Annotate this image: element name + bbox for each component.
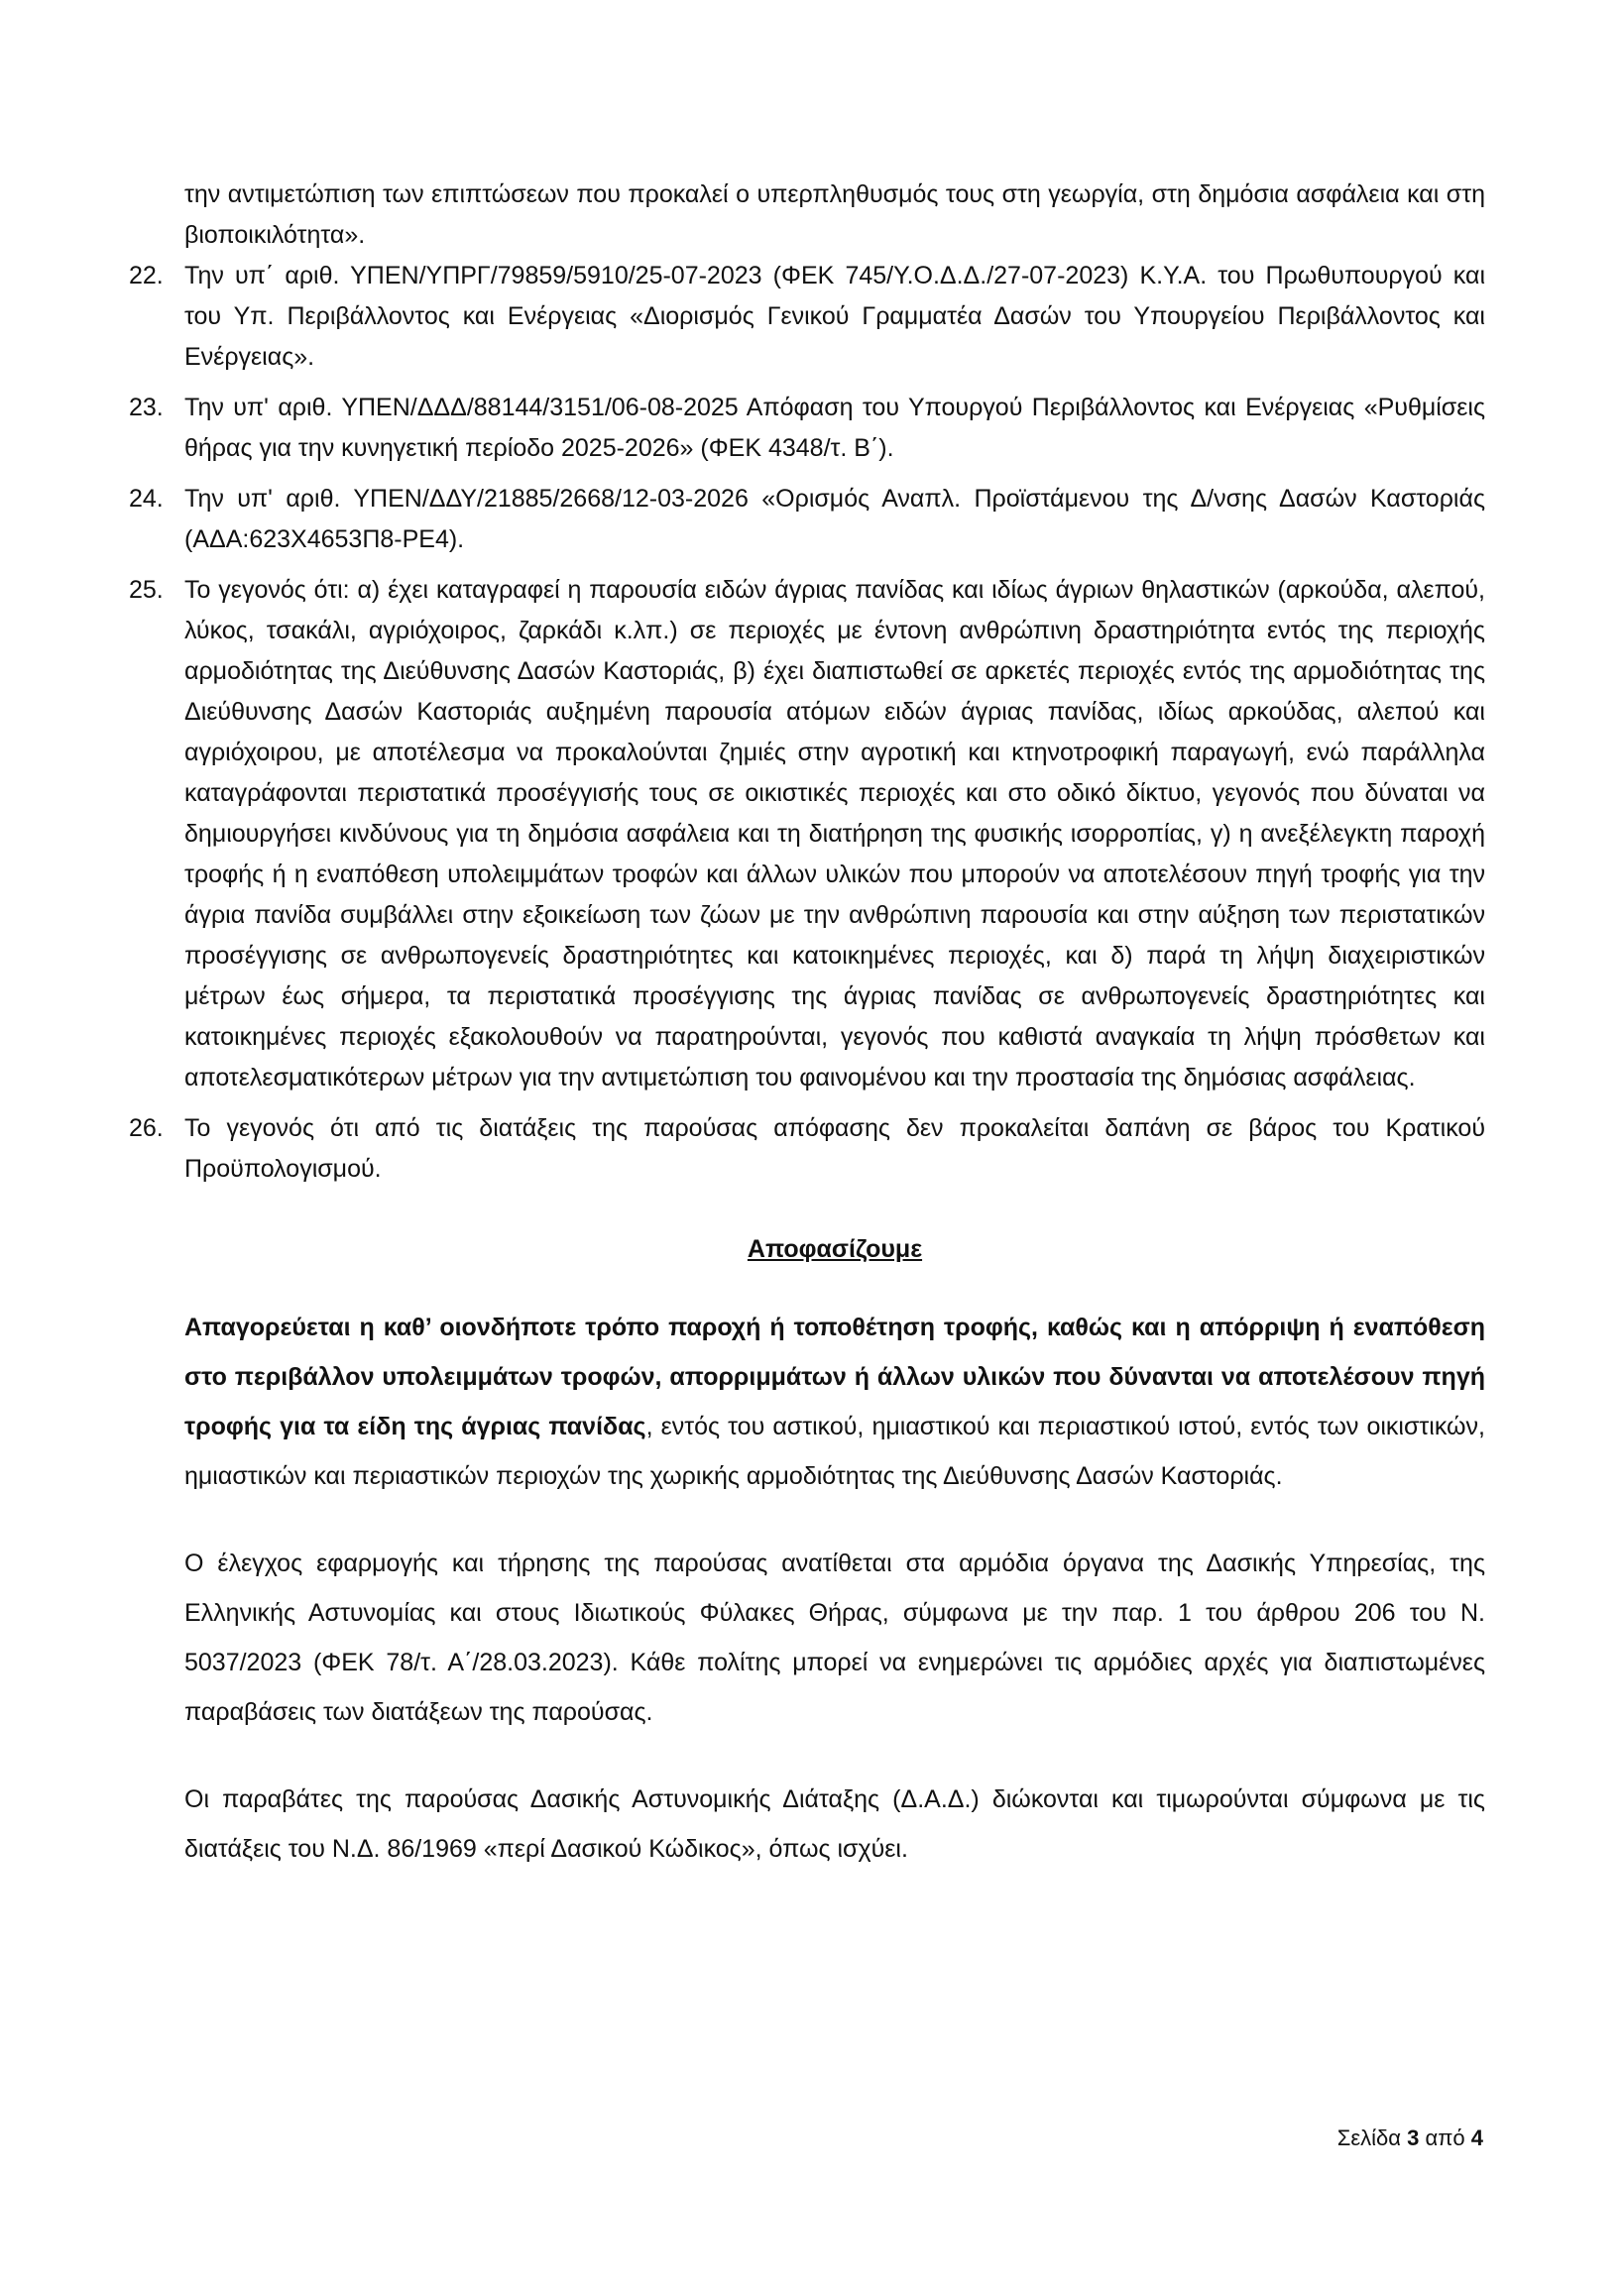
decision-bold-text: Απαγορεύεται η καθ’ οιονδήποτε τρόπο παροχή ή τοποθέτηση τροφής, καθώς και η απόρριψη ή εναπόθεση στο περιβάλλον υπολειμμάτων τροφών, απορριμμάτων ή άλλων υλικών που δύνανται να αποτελέσουν πηγή τροφής για τα είδη της άγριας πανίδας xyxy=(184,1314,1485,1440)
item-text: Την υπ' αριθ. ΥΠΕΝ/ΔΔΥ/21885/2668/12-03-2026 «Ορισμός Αναπλ. Προϊστάμενου της Δ/νσης Δασών Καστοριάς (ΑΔΑ:623Χ4653Π8-ΡΕ4). xyxy=(184,485,1485,553)
list-item xyxy=(129,388,1485,469)
item-text: Το γεγονός ότι από τις διατάξεις της παρούσας απόφασης δεν προκαλείται δαπάνη σε βάρος του Κρατικού Προϋπολογισμού. xyxy=(184,1114,1485,1183)
list-item xyxy=(129,256,1485,378)
considerations-list xyxy=(129,256,1485,1190)
item-text: Την υπ' αριθ. ΥΠΕΝ/ΔΔΔ/88144/3151/06-08-2025 Απόφαση του Υπουργού Περιβάλλοντος και Ενέργειας «Ρυθμίσεις θήρας για την κυνηγετική περίοδο 2025-2026» (ΦΕΚ 4348/τ. Β΄). xyxy=(184,394,1485,462)
footer-total-pages: 4 xyxy=(1470,2125,1483,2150)
footer-middle: από xyxy=(1425,2125,1465,2150)
item-number: 25. xyxy=(129,576,164,604)
list-item xyxy=(129,1108,1485,1190)
penalties-paragraph: Οι παραβάτες της παρούσας Δασικής Αστυνομικής Διάταξης (Δ.Α.Δ.) διώκονται και τιμωρούνται σύμφωνα με τις διατάξεις του Ν.Δ. 86/1969 «περί Δασικού Κώδικος», όπως ισχύει. xyxy=(184,1785,1485,1863)
continuation-text: την αντιμετώπιση των επιπτώσεων που προκαλεί ο υπερπληθυσμός τους στη γεωργία, στη δημόσια ασφάλεια και στη βιοποικιλότητα». xyxy=(184,180,1485,249)
item-text: Το γεγονός ότι: α) έχει καταγραφεί η παρουσία ειδών άγριας πανίδας και ιδίως άγριων θηλαστικών (αρκούδα, αλεπού, λύκος, τσακάλι, αγριόχοιρος, ζαρκάδι κ.λπ.) σε περιοχές με έντονη ανθρώπινη δραστηριότητα εντός της περιοχής αρμοδιότητας της Διεύθυνσης Δασών Καστοριάς, β) έχει διαπιστωθεί σε αρκετές περιοχές εντός της αρμοδιότητας της Διεύθυνσης Δασών Καστοριάς αυξημένη παρουσία ατόμων ειδών άγριας πανίδας, ιδίως αρκούδας, αλεπού και αγριόχοιρου, με αποτέλεσμα να προκαλούνται ζημιές στην αγροτική και κτηνοτροφική παραγωγή, ενώ παράλληλα καταγράφονται περιστατικά προσέγγισής τους σε οικιστικές περιοχές και στο οδικό δίκτυο, γεγονός που δύναται να δημιουργήσει κινδύνους για τη δημόσια ασφάλεια και τη διατήρηση της φυσικής ισορροπίας, γ) η ανεξέλεγκτη παροχή τροφής ή η εναπόθεση υπολειμμάτων τροφών και άλλων υλικών που μπορούν να αποτελέσουν πηγή τροφής για την άγρια πανίδα συμβάλλει στην εξοικείωση των ζώων με την ανθρώπινη παρουσία και στην αύξηση των περιστατικών προσέγγισης σε ανθρωπογενείς δραστηριότητες και κατοικημένες περιοχές, και δ) παρά τη λήψη διαχειριστικών μέτρων έως σήμερα, τα περιστατικά προσέγγισης της άγριας πανίδας σε ανθρωπογενείς δραστηριότητες και κατοικημένες περιοχές εξακολουθούν να παρατηρούνται, γεγονός που καθιστά αναγκαία τη λήψη πρόσθετων και αποτελεσματικότερων μέτρων για την αντιμετώπιση του φαινομένου και την προστασία της δημόσιας ασφάλειας. xyxy=(184,576,1485,1091)
footer-page-number: 3 xyxy=(1407,2125,1420,2150)
item-number: 26. xyxy=(129,1114,164,1142)
list-item xyxy=(129,479,1485,560)
document-page xyxy=(129,174,1485,1911)
footer-prefix: Σελίδα xyxy=(1336,2125,1401,2150)
page-footer xyxy=(1337,2124,1483,2153)
enforcement-paragraph: Ο έλεγχος εφαρμογής και τήρησης της παρούσας ανατίθεται στα αρμόδια όργανα της Δασικής Υπηρεσίας, της Ελληνικής Αστυνομίας και στους Ιδιωτικούς Φύλακες Θήρας, σύμφωνα με την παρ. 1 του άρθρου 206 του Ν. 5037/2023 (ΦΕΚ 78/τ. Α΄/28.03.2023). Κάθε πολίτης μπορεί να ενημερώνει τις αρμόδιες αρχές για διαπιστωμένες παραβάσεις των διατάξεων της παρούσας. xyxy=(184,1550,1485,1726)
list-item xyxy=(129,570,1485,1098)
decision-heading: Αποφασίζουμε xyxy=(747,1235,923,1263)
decision-paragraph xyxy=(184,1303,1485,1501)
item-text: Την υπ΄ αριθ. ΥΠΕΝ/ΥΠΡΓ/79859/5910/25-07-2023 (ΦΕΚ 745/Υ.Ο.Δ.Δ./27-07-2023) Κ.Υ.Α. του Πρωθυπουργού και του Υπ. Περιβάλλοντος και Ενέργειας «Διορισμός Γενικού Γραμματέα Δασών του Υπουργείου Περιβάλλοντος και Ενέργειας». xyxy=(184,262,1485,371)
item-number: 22. xyxy=(129,262,164,289)
item-number: 24. xyxy=(129,485,164,513)
decision-normal-text: , εντός του αστικού, ημιαστικού και περιαστικού ιστού, εντός των οικιστικών, ημιαστικών και περιαστικών περιοχών της χωρικής αρμοδιότητας της Διεύθυνσης Δασών Καστοριάς. xyxy=(184,1413,1485,1490)
item-number: 23. xyxy=(129,394,164,421)
